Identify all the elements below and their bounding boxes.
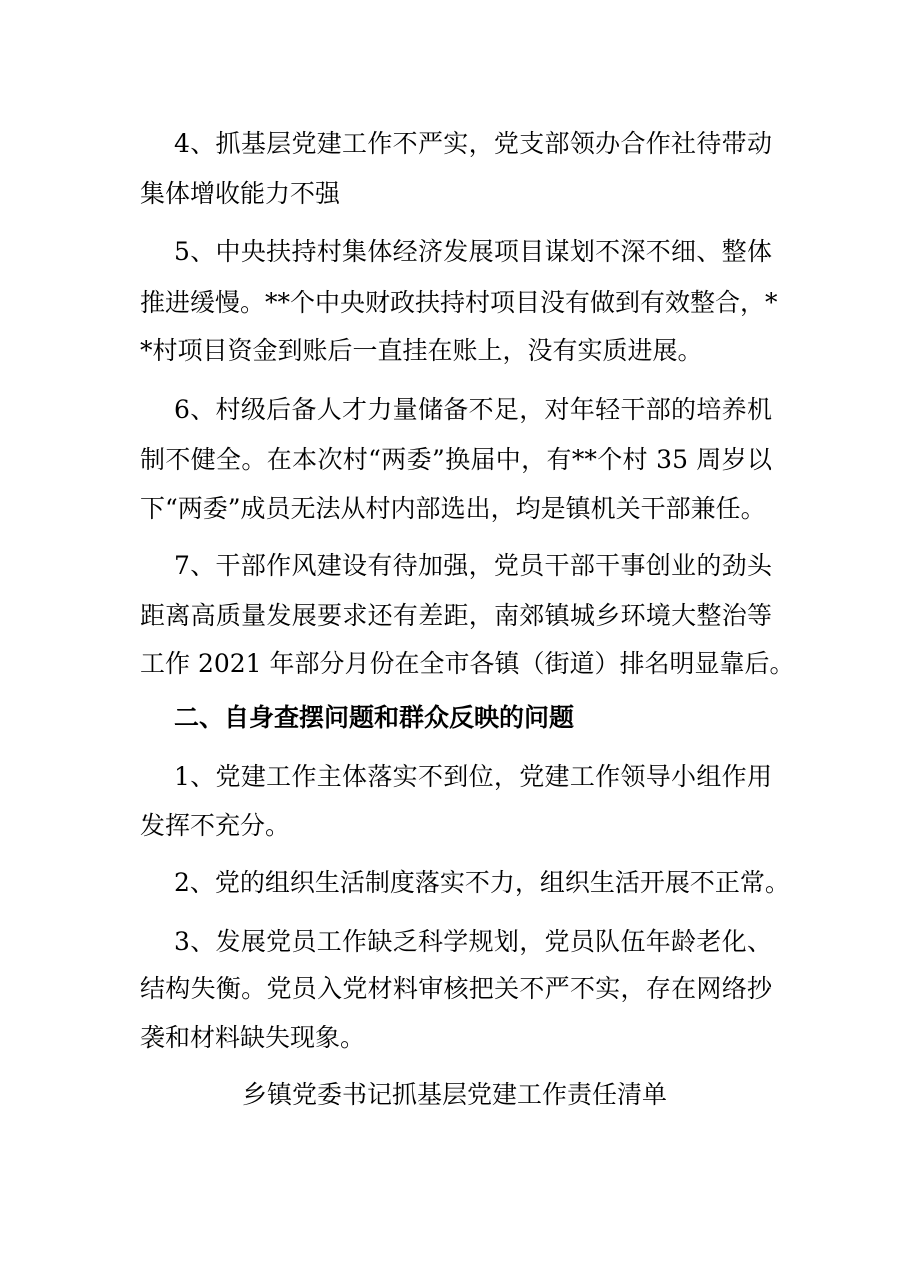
paragraph-4-line-2: 集体增收能力不强 bbox=[140, 179, 341, 208]
item-2-line-1: 2、党的组织生活制度落实不力，组织生活开展不正常。 bbox=[174, 868, 790, 897]
paragraph-5-line-3: *村项目资金到账后一直挂在账上，没有实质进展。 bbox=[140, 336, 703, 365]
item-3-line-3: 袭和材料缺失现象。 bbox=[140, 1023, 366, 1052]
item-3-line-1: 3、发展党员工作缺乏科学规划，党员队伍年龄老化、 bbox=[174, 927, 772, 956]
item-1-line-1: 1、党建工作主体落实不到位，党建工作领导小组作用 bbox=[174, 762, 772, 791]
paragraph-6-line-2: 制不健全。在本次村“两委”换届中，有**个村 35 周岁以 bbox=[140, 445, 772, 474]
paragraph-7-line-1: 7、干部作风建设有待加强，党员干部干事创业的劲头 bbox=[174, 551, 772, 580]
paragraph-5-line-2: 推进缓慢。**个中央财政扶持村项目没有做到有效整合，* bbox=[140, 288, 778, 317]
paragraph-7-line-3: 工作 2021 年部分月份在全市各镇（街道）排名明显靠后。 bbox=[140, 649, 795, 678]
document-caption: 乡镇党委书记抓基层党建工作责任清单 bbox=[241, 1080, 667, 1109]
paragraph-6-line-3: 下“两委”成员无法从村内部选出，均是镇机关干部兼任。 bbox=[140, 494, 766, 523]
paragraph-7-line-2: 距离高质量发展要求还有差距，南郊镇城乡环境大整治等 bbox=[140, 601, 772, 630]
paragraph-6-line-1: 6、村级后备人才力量储备不足，对年轻干部的培养机 bbox=[174, 395, 772, 424]
item-3-line-2: 结构失衡。党员入党材料审核把关不严不实，存在网络抄 bbox=[140, 974, 772, 1003]
section-2-heading: 二、自身查摆问题和群众反映的问题 bbox=[174, 703, 575, 732]
paragraph-5-line-1: 5、中央扶持村集体经济发展项目谋划不深不细、整体 bbox=[174, 237, 772, 266]
item-1-line-2: 发挥不充分。 bbox=[140, 811, 291, 840]
paragraph-4-line-1: 4、抓基层党建工作不严实，党支部领办合作社待带动 bbox=[174, 129, 772, 158]
